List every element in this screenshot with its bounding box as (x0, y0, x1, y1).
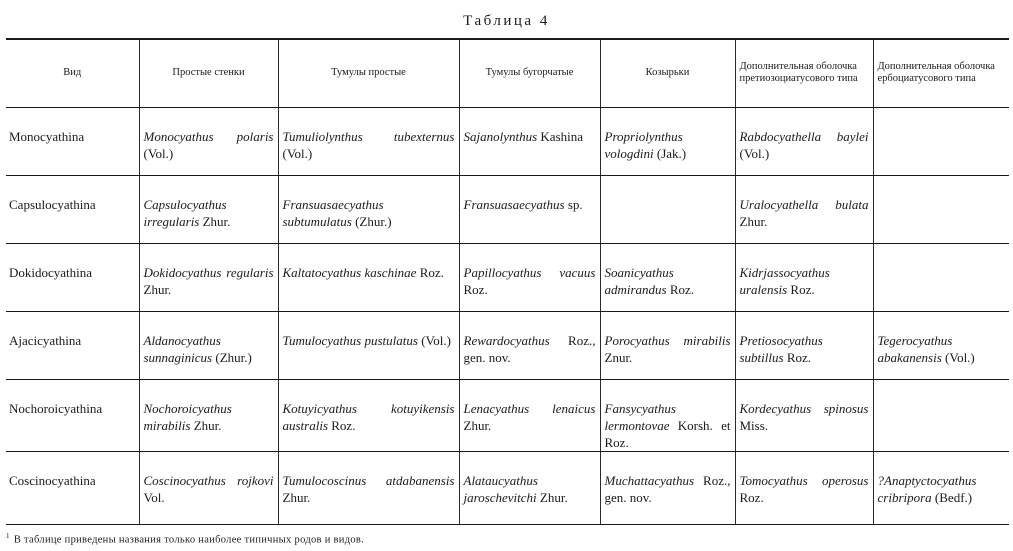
species-author: (Jak.) (653, 145, 687, 161)
species-name: Soanicyathus admirandus (604, 264, 674, 297)
species-name: Coscinocyathus rojkovi (143, 472, 274, 488)
table-title: Таблица 4 (463, 13, 550, 29)
species-author: (Zhur.) (351, 213, 392, 229)
species-cell (735, 379, 873, 451)
species-author: Zhur. (536, 489, 568, 505)
species-name: Fransuasaecyathus (463, 196, 565, 212)
species-author: Roz. (666, 281, 695, 297)
species-cell (459, 379, 600, 451)
species-name: Lenacyathus lenaicus (463, 400, 596, 416)
species-name: ?Anaptyctocyathus cribripora (877, 472, 977, 505)
species-cell (278, 243, 459, 311)
species-cell (735, 243, 873, 311)
table-row (6, 451, 1009, 524)
species-name: Muchattacyathus (604, 472, 695, 488)
suborder-name: Monocyathina (6, 107, 139, 175)
footnote-mark: 1 (6, 532, 10, 540)
species-cell (600, 311, 735, 379)
species-cell (873, 451, 1009, 524)
species-author: Roz. (739, 489, 764, 505)
species-author: Roz. (463, 281, 488, 297)
species-cell (600, 107, 735, 175)
footnote-text: В таблице приведены названия только наиболее типичных родов и видов. (13, 534, 365, 546)
header-cell: Дополнительная оболочка ербоциатусового типа (873, 39, 1009, 107)
species-author: (Bedf.) (931, 489, 973, 505)
species-cell (873, 311, 1009, 379)
species-cell (735, 107, 873, 175)
species-author: Znur. (604, 349, 633, 365)
species-name: Pretiosocyathus subtillus (739, 332, 823, 365)
species-author: sp. (564, 196, 583, 212)
species-author: Kashina (537, 128, 584, 144)
species-author: Zhur. (143, 281, 172, 297)
species-author: Korsh. et Roz. (604, 417, 731, 450)
species-cell (278, 175, 459, 243)
species-cell (735, 175, 873, 243)
species-author: Roz., gen. nov. (463, 332, 596, 365)
species-cell (278, 379, 459, 451)
species-cell (600, 175, 735, 243)
header-cell: Тумулы простые (278, 39, 459, 107)
species-name: Kaltatocyathus kaschinae (282, 264, 417, 280)
table-row (6, 311, 1009, 379)
species-name: Sajanolynthus (463, 128, 538, 144)
suborder-name: Capsulocyathina (6, 175, 139, 243)
species-author: (Vol.) (282, 145, 313, 161)
header-row (6, 39, 1009, 107)
species-name: Papillocyathus vacuus (463, 264, 596, 280)
species-author: Zhur. (463, 417, 492, 433)
species-cell (873, 379, 1009, 451)
species-author: Zhur. (282, 489, 311, 505)
species-name: Kotuyicyathus kotuyikensis australis (282, 400, 455, 433)
species-name: Fansycyathus lermontovae (604, 400, 676, 433)
table-row (6, 379, 1009, 451)
table-row (6, 107, 1009, 175)
suborder-name: Coscinocyathina (6, 451, 139, 524)
species-name: Capsulocyathus irregularis (143, 196, 227, 229)
species-author: Vol. (143, 489, 165, 505)
suborder-name: Ajacicyathina (6, 311, 139, 379)
species-cell (873, 243, 1009, 311)
species-author: (Vol.) (143, 145, 174, 161)
species-author: (Vol.) (941, 349, 975, 365)
species-name: Uralocyathella bulata (739, 196, 869, 212)
species-author: Roz. (783, 349, 812, 365)
species-cell (459, 311, 600, 379)
header-cell: Тумулы бугорчатые (459, 39, 600, 107)
species-cell (735, 451, 873, 524)
species-author: (Zhur.) (212, 349, 252, 365)
species-name: Tumuliolynthus tubexternus (282, 128, 455, 144)
species-name: Rewardocyathus (463, 332, 550, 348)
header-cell: Вид (6, 39, 139, 107)
species-author: Roz. (328, 417, 356, 433)
species-author: Zhur. (199, 213, 231, 229)
species-name: Kidrjassocyathus uralensis (739, 264, 830, 297)
species-cell (278, 311, 459, 379)
species-cell (278, 451, 459, 524)
species-cell (873, 175, 1009, 243)
species-cell (873, 107, 1009, 175)
header-cell: Простые стенки (139, 39, 278, 107)
species-cell (139, 311, 278, 379)
species-cell (735, 311, 873, 379)
species-cell (278, 107, 459, 175)
species-cell (600, 379, 735, 451)
species-author: Roz. (787, 281, 815, 297)
species-cell (600, 243, 735, 311)
suborder-name: Dokidocyathina (6, 243, 139, 311)
table-row (6, 175, 1009, 243)
species-cell (459, 107, 600, 175)
species-cell (459, 451, 600, 524)
species-name: Porocyathus mirabilis (604, 332, 731, 348)
suborder-name: Nochoroicyathina (6, 379, 139, 451)
species-author: Roz. (416, 264, 444, 280)
species-cell (139, 379, 278, 451)
species-cell (600, 451, 735, 524)
species-author: (Vol.) (417, 332, 451, 348)
species-name: Alataucyathus jaroschevitchi (463, 472, 538, 505)
species-author: (Vol.) (739, 145, 770, 161)
species-name: Fransuasaecyathus subtumulatus (282, 196, 384, 229)
species-cell (459, 243, 600, 311)
species-cell (459, 175, 600, 243)
header-cell: Козырьки (600, 39, 735, 107)
species-cell (139, 107, 278, 175)
species-name: Rabdocyathella baylei (739, 128, 869, 144)
species-cell (139, 451, 278, 524)
species-name: Nochoroicyathus mirabilis (143, 400, 232, 433)
species-author: Zhur. (190, 417, 222, 433)
species-author: Roz., gen. nov. (604, 472, 731, 505)
species-name: Tumulocyathus pustulatus (282, 332, 418, 348)
species-author: Zhur. (739, 213, 768, 229)
footnote (6, 532, 364, 546)
header-cell: Дополнительная оболочка претиозоциатусового типа (735, 39, 873, 107)
species-name: Tumulocoscinus atdabanensis (282, 472, 455, 488)
species-cell (139, 175, 278, 243)
species-name: Kordecyathus spinosus (739, 400, 869, 416)
species-name: Aldanocyathus sunnaginicus (143, 332, 221, 365)
table-row (6, 243, 1009, 311)
species-name: Tegerocyathus abakanensis (877, 332, 953, 365)
species-table (6, 38, 1009, 525)
species-name: Tomocyathus operosus (739, 472, 869, 488)
species-name: Dokidocyathus regularis (143, 264, 274, 280)
species-author: Miss. (739, 417, 769, 433)
species-name: Monocyathus polaris (143, 128, 274, 144)
species-cell (139, 243, 278, 311)
species-name: Propriolynthus vologdini (604, 128, 683, 161)
